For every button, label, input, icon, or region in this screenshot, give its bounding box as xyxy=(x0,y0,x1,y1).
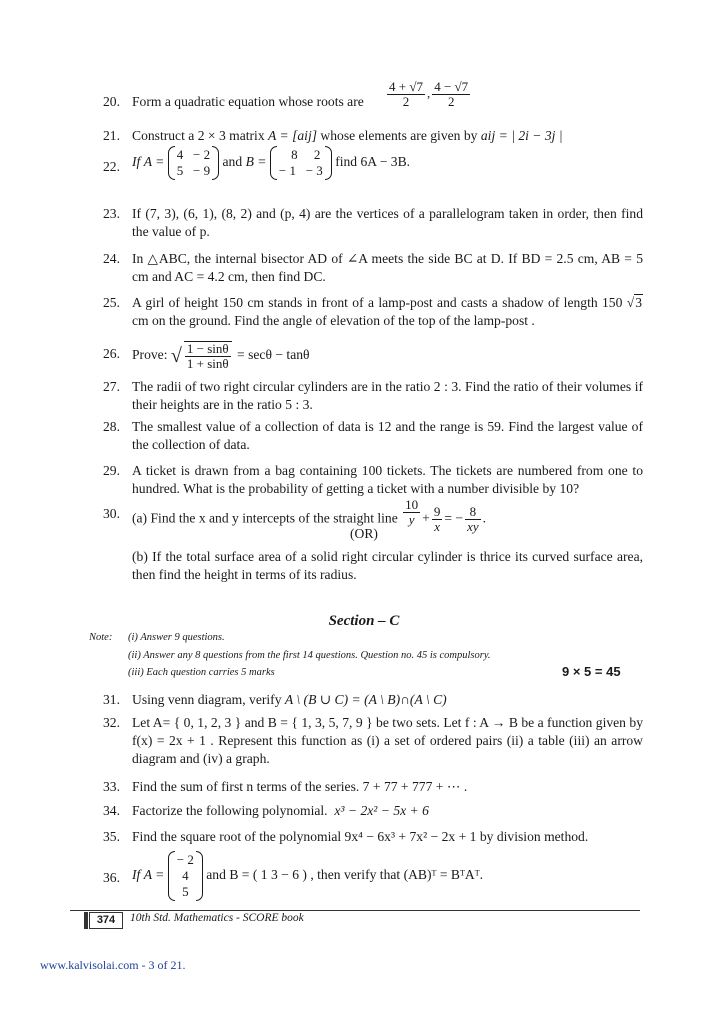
question-number: 24. xyxy=(103,251,120,266)
note-i: (i) Answer 9 questions. xyxy=(128,632,225,643)
q20-roots: $\frac{4 + √7}{2}$ , $\frac{4 - √7}{2}$ xyxy=(389,79,469,109)
note-iii: (iii) Each question carries 5 marks xyxy=(128,667,275,678)
section-title: Section – C xyxy=(328,613,400,629)
or-separator: (OR) xyxy=(350,526,378,541)
question-text: A ticket is drawn from a bag containing 100 tickets. The tickets are numbered from one to hundred. What is the probability of getting a ticket with a number divisible by 10? xyxy=(132,463,643,496)
question-36 xyxy=(103,852,643,902)
question-number: 34. xyxy=(103,803,120,818)
footer-title: 10th Std. Mathematics - SCORE book xyxy=(130,912,304,924)
site-link[interactable]: www.kalvisolai.com - 3 of 21. xyxy=(40,958,186,972)
question-text: Construct a 2 × 3 matrix A = [aij] whose elements are given by aij = | 2i − 3j | xyxy=(132,128,563,143)
question-text: Form a quadratic equation whose roots are xyxy=(132,94,364,109)
question-number: 36. xyxy=(103,870,120,885)
note-ii: (ii) Answer any 8 questions from the first 14 questions. Question no. 45 is compulsory. xyxy=(128,650,491,661)
question-number: 29. xyxy=(103,463,120,478)
question-text: Factorize the following polynomial. x³ − 2x² − 5x + 6 xyxy=(132,803,429,818)
question-text: Find the sum of first n terms of the series. 7 + 77 + 777 + ⋯ . xyxy=(132,779,468,794)
question-text: Let A= { 0, 1, 2, 3 } and B = { 1, 3, 5, 7, 9 } be two sets. Let f : A → B be a function given by f(x) = 2x + 1 . Represent this function as (i) a set of ordered pairs (ii) a table (iii) an arrow diagram and (iv) a graph. xyxy=(132,715,643,766)
matrix-b: 8 2 − 1 − 3 xyxy=(270,147,332,179)
question-text: If A = 4 − 2 5 − 9 and B = 8 2 − 1 − 3 find 6A − 3B. xyxy=(132,147,411,178)
question-text: Find the square root of the polynomial 9x⁴ − 6x³ + 7x² − 2x + 1 by division method. xyxy=(132,829,589,844)
question-number: 20. xyxy=(103,94,120,109)
question-number: 21. xyxy=(103,128,120,143)
question-text: If A = − 2 4 5 and B = ( 1 3 − 6 ) , then verify that (AB)ᵀ = BᵀAᵀ. xyxy=(132,852,484,899)
question-number: 26. xyxy=(103,346,120,361)
question-number: 30. xyxy=(103,506,120,521)
question-text: If (7, 3), (6, 1), (8, 2) and (p, 4) are the vertices of a parallelogram taken in order, then find the value of p. xyxy=(132,206,643,239)
question-number: 28. xyxy=(103,419,120,434)
footer-bar xyxy=(84,912,88,929)
page-number: 374 xyxy=(89,912,123,929)
question-number: 33. xyxy=(103,779,120,794)
question-text: Prove: √ $\frac{1 - \sin\theta}{1 + \sin\theta}$ = secθ − tanθ xyxy=(132,341,310,371)
footer-rule xyxy=(70,910,640,911)
question-number: 27. xyxy=(103,379,120,394)
question-text: The smallest value of a collection of data is 12 and the range is 59. Find the largest value of the collection of data. xyxy=(132,419,643,452)
question-22 xyxy=(103,147,643,187)
question-number: 32. xyxy=(103,715,120,730)
question-number: 25. xyxy=(103,295,120,310)
question-number: 35. xyxy=(103,829,120,844)
marks-total: 9 × 5 = 45 xyxy=(562,664,621,679)
question-text: In △ABC, the internal bisector AD of ∠A meets the side BC at D. If BD = 2.5 cm, AB = 5 cm and AC = 4.2 cm, then find DC. xyxy=(132,251,643,284)
question-number: 23. xyxy=(103,206,120,221)
question-text: Using venn diagram, verify A \ (B ∪ C) = (A \ B)∩(A \ C) xyxy=(132,692,447,707)
note-label: Note: xyxy=(89,632,113,643)
question-text: The radii of two right circular cylinders are in the ratio 2 : 3. Find the ratio of their volumes if their heights are in the ratio 5 : 3. xyxy=(132,379,643,412)
question-text: (b) If the total surface area of a solid right circular cylinder is thrice its curved surface area, then find the height in terms of its radius. xyxy=(132,549,643,582)
question-text: A girl of height 150 cm stands in front of a lamp-post and casts a shadow of length 150 √3 cm on the ground. Find the angle of elevation of the top of the lamp-post . xyxy=(132,295,643,328)
matrix-a: 4 − 2 5 − 9 xyxy=(168,147,219,179)
matrix-a: − 2 4 5 xyxy=(168,852,203,900)
question-number: 22. xyxy=(103,159,120,174)
question-number: 31. xyxy=(103,692,120,707)
question-text: (a) Find the x and y intercepts of the straight line $\frac{10}{y}$ + $\frac{9}{x}$ = − $\frac{8}{xy}$ . xyxy=(132,497,487,534)
